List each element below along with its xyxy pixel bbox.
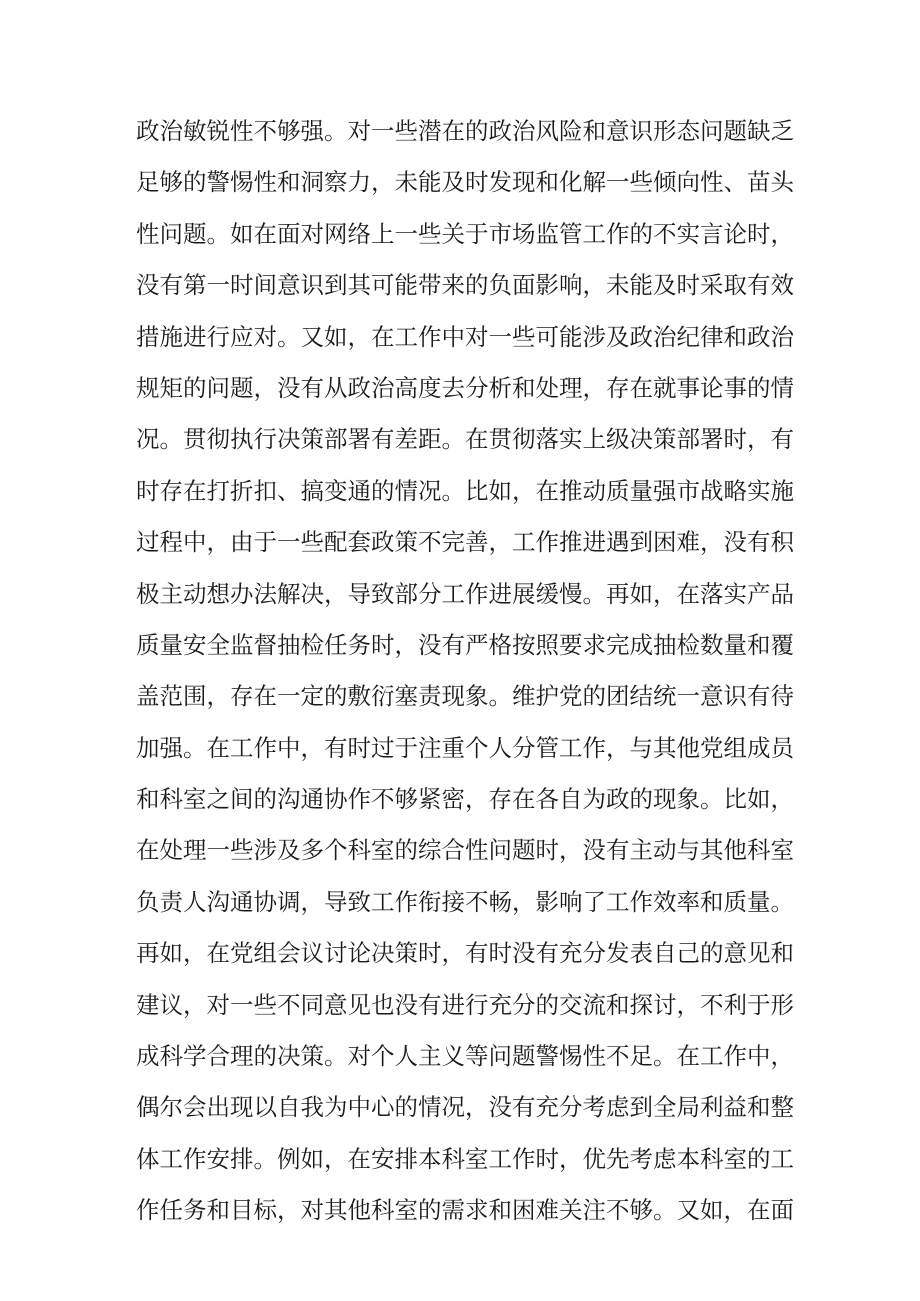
text-line: 再如，在党组会议讨论决策时，有时没有充分发表自己的意见和 xyxy=(136,939,794,968)
text-line: 规矩的问题，没有从政治高度去分析和处理，存在就事论事的情 xyxy=(136,373,794,402)
text-line: 建议，对一些不同意见也没有进行充分的交流和探讨，不利于形 xyxy=(136,990,794,1019)
text-line: 时存在打折扣、搞变通的情况。比如，在推动质量强市战略实施 xyxy=(136,476,794,505)
text-line: 作任务和目标，对其他科室的需求和困难关注不够。又如，在面 xyxy=(136,1196,794,1225)
text-line: 质量安全监督抽检任务时，没有严格按照要求完成抽检数量和覆 xyxy=(136,630,794,659)
text-line: 体工作安排。例如，在安排本科室工作时，优先考虑本科室的工 xyxy=(136,1144,794,1173)
body-text xyxy=(136,106,794,1237)
text-line: 况。贯彻执行决策部署有差距。在贯彻落实上级决策部署时，有 xyxy=(136,425,794,454)
text-line: 措施进行应对。又如，在工作中对一些可能涉及政治纪律和政治 xyxy=(136,322,794,351)
text-line: 成科学合理的决策。对个人主义等问题警惕性不足。在工作中， xyxy=(136,1042,794,1071)
text-line: 加强。在工作中，有时过于注重个人分管工作，与其他党组成员 xyxy=(136,733,794,762)
text-line: 没有第一时间意识到其可能带来的负面影响，未能及时采取有效 xyxy=(136,271,794,300)
text-line: 足够的警惕性和洞察力，未能及时发现和化解一些倾向性、苗头 xyxy=(136,168,794,197)
text-line: 盖范围，存在一定的敷衍塞责现象。维护党的团结统一意识有待 xyxy=(136,682,794,711)
text-line: 负责人沟通协调，导致工作衔接不畅，影响了工作效率和质量。 xyxy=(136,887,794,916)
text-line: 极主动想办法解决，导致部分工作进展缓慢。再如，在落实产品 xyxy=(136,579,794,608)
text-line: 过程中，由于一些配套政策不完善，工作推进遇到困难，没有积 xyxy=(136,528,794,557)
text-line: 性问题。如在面对网络上一些关于市场监管工作的不实言论时， xyxy=(136,219,794,248)
text-line: 在处理一些涉及多个科室的综合性问题时，没有主动与其他科室 xyxy=(136,836,794,865)
text-line: 政治敏锐性不够强。对一些潜在的政治风险和意识形态问题缺乏 xyxy=(136,117,794,145)
text-line: 和科室之间的沟通协作不够紧密，存在各自为政的现象。比如， xyxy=(136,785,794,814)
text-line: 偶尔会出现以自我为中心的情况，没有充分考虑到全局利益和整 xyxy=(136,1093,794,1122)
